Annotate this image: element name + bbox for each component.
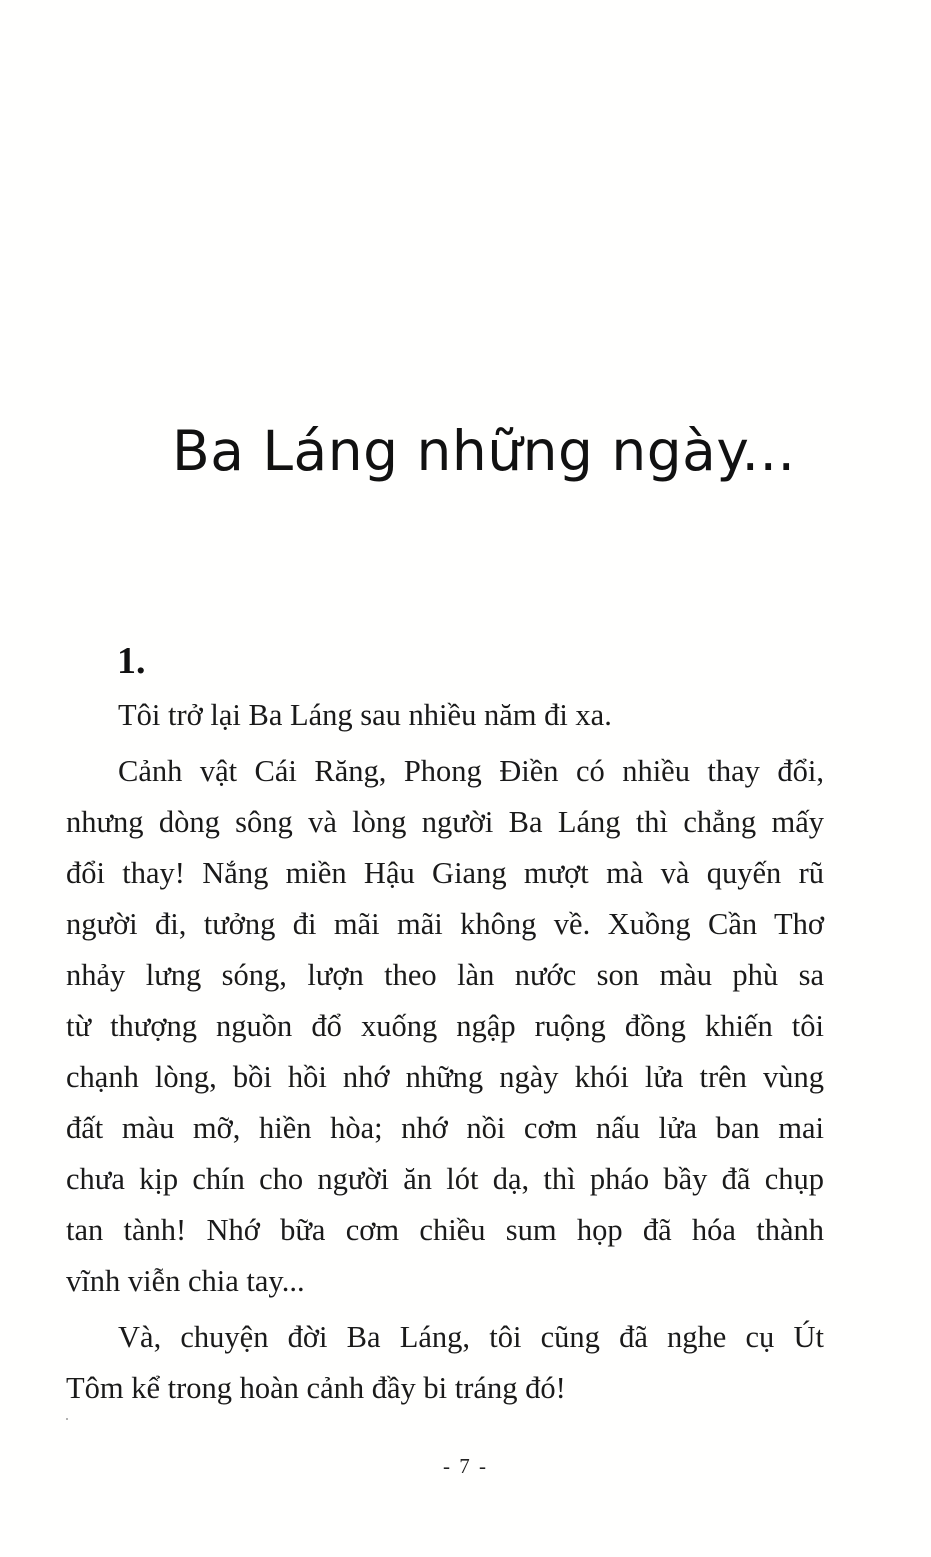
- text-line: chạnh lòng, bồi hồi nhớ những ngày khói lửa trên vùng: [66, 1060, 824, 1094]
- text-line: chưa kịp chín cho người ăn lót dạ, thì pháo bầy đã chụp: [66, 1162, 824, 1196]
- text-line: nhảy lưng sóng, lượn theo làn nước son màu phù sa: [66, 958, 824, 992]
- section-number: 1.: [117, 640, 146, 682]
- text-line: người đi, tưởng đi mãi mãi không về. Xuồng Cần Thơ: [66, 907, 824, 941]
- print-speck: [66, 1418, 68, 1420]
- text-line: vĩnh viễn chia tay...: [66, 1264, 305, 1298]
- page-number: - 7 -: [443, 1454, 488, 1478]
- paragraph-3: [66, 1312, 824, 1414]
- text-line: đổi thay! Nắng miền Hậu Giang mượt mà và quyến rũ: [66, 856, 824, 890]
- body-text: [66, 690, 824, 1414]
- text-line: Tôm kể trong hoàn cảnh đầy bi tráng đó!: [66, 1371, 566, 1405]
- text-line: Và, chuyện đời Ba Láng, tôi cũng đã nghe cụ Út: [118, 1320, 824, 1354]
- text-line: nhưng dòng sông và lòng người Ba Láng thì chẳng mấy: [66, 805, 824, 839]
- paragraph-1: [66, 690, 824, 741]
- text-line: tan tành! Nhớ bữa cơm chiều sum họp đã hóa thành: [66, 1213, 824, 1247]
- text-line: từ thượng nguồn đổ xuống ngập ruộng đồng khiến tôi: [66, 1009, 824, 1043]
- text-line: Cảnh vật Cái Răng, Phong Điền có nhiều thay đổi,: [118, 754, 824, 788]
- paragraph-2: [66, 746, 824, 1307]
- chapter-title: Ba Láng những ngày...: [172, 419, 796, 483]
- text-line: đất màu mỡ, hiền hòa; nhớ nồi cơm nấu lửa ban mai: [66, 1111, 824, 1145]
- text-line: Tôi trở lại Ba Láng sau nhiều năm đi xa.: [118, 698, 612, 732]
